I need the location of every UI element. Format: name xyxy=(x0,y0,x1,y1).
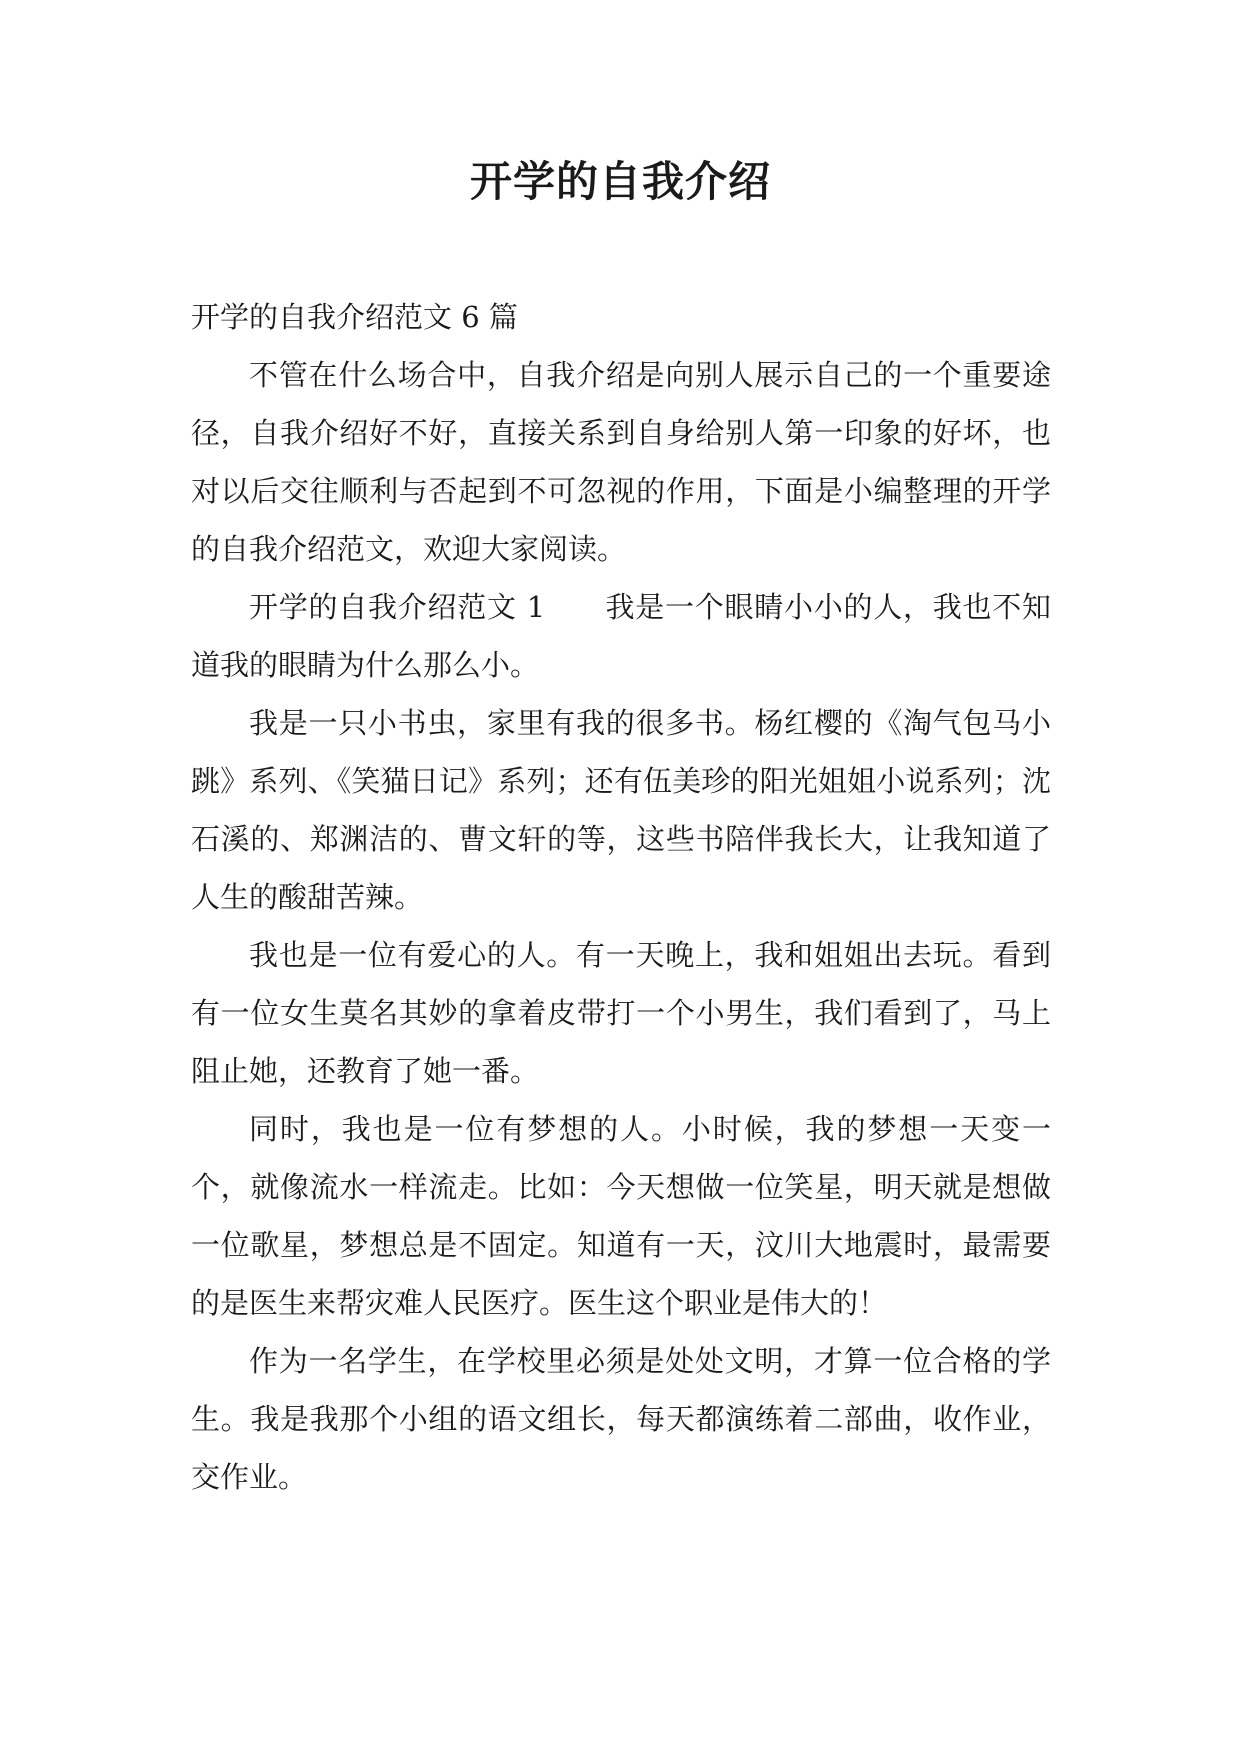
paragraph-kindness: 我也是一位有爱心的人。有一天晚上，我和姐姐出去玩。看到有一位女生莫名其妙的拿着皮带打一个小男生，我们看到了，马上阻止她，还教育了她一番。 xyxy=(191,938,1051,1088)
document-title: 开学的自我介绍 xyxy=(469,157,771,206)
document-body xyxy=(191,288,1051,1506)
paragraph-intro: 不管在什么场合中，自我介绍是向别人展示自己的一个重要途径，自我介绍好不好，直接关系到自身给别人第一印象的好坏，也对以后交往顺利与否起到不可忽视的作用，下面是小编整理的开学的自我介绍范文，欢迎大家阅读。 xyxy=(191,358,1051,566)
document-subtitle: 开学的自我介绍范文 6 篇 xyxy=(191,300,518,334)
paragraph-essay-1-start: 开学的自我介绍范文 1 我是一个眼睛小小的人，我也不知道我的眼睛为什么那么小。 xyxy=(191,590,1051,682)
paragraph-bookworm: 我是一只小书虫，家里有我的很多书。杨红樱的《淘气包马小跳》系列、《笑猫日记》系列；还有伍美珍的阳光姐姐小说系列；沈石溪的、郑渊洁的、曹文轩的等，这些书陪伴我长大，让我知道了人生的酸甜苦辣。 xyxy=(191,706,1051,914)
paragraph-student: 作为一名学生，在学校里必须是处处文明，才算一位合格的学生。我是我那个小组的语文组长，每天都演练着二部曲，收作业，交作业。 xyxy=(191,1344,1051,1494)
paragraph-dream: 同时，我也是一位有梦想的人。小时候，我的梦想一天变一个，就像流水一样流走。比如：今天想做一位笑星，明天就是想做一位歌星，梦想总是不固定。知道有一天，汶川大地震时，最需要的是医生来帮灾难人民医疗。医生这个职业是伟大的！ xyxy=(191,1112,1051,1320)
